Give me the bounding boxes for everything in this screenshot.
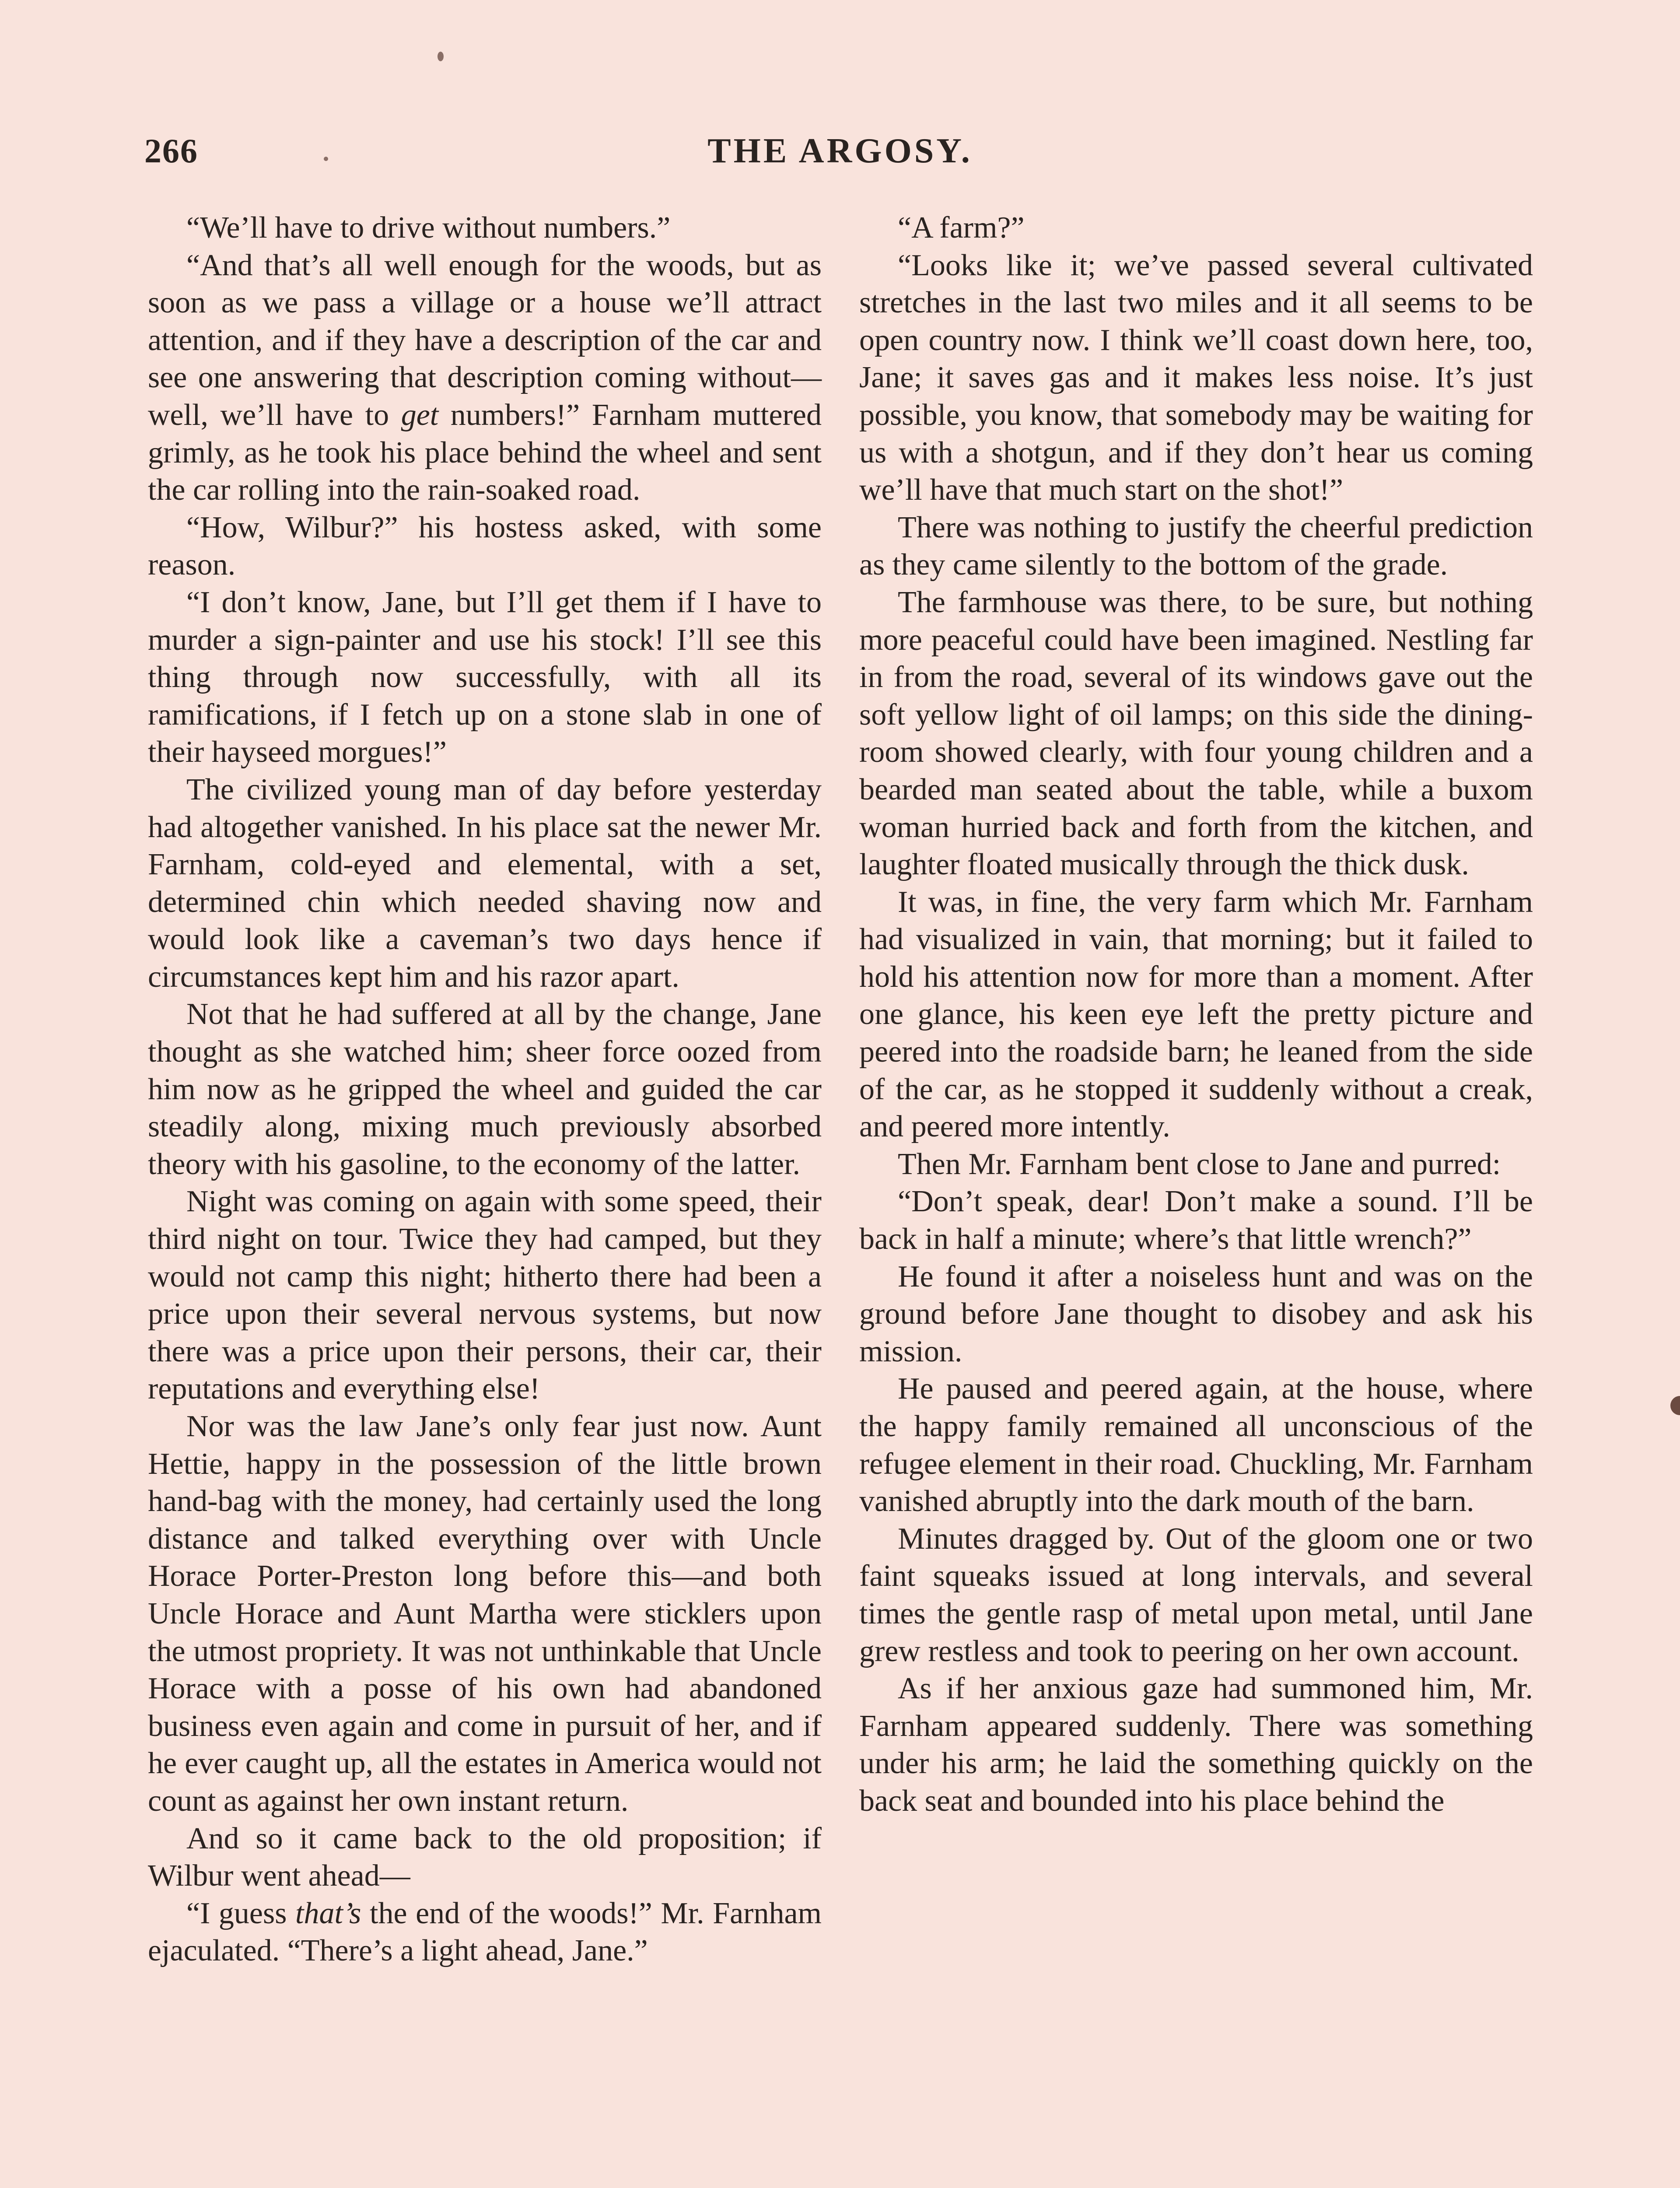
- paragraph: Night was coming on again with some speed, their third night on tour. Twice they had camped, but they would not camp this night; hitherto there had been a price upon their several nervous systems, but now there was a price upon their persons, their car, their reputations and everything else!: [148, 1185, 822, 1406]
- paragraph: And so it came back to the old proposition; if Wilbur went ahead—: [148, 1821, 822, 1893]
- paragraph-text: “I guess: [186, 1896, 296, 1930]
- paragraph: “Don’t speak, dear! Don’t make a sound. I’ll be back in half a minute; where’s that little wrench?”: [859, 1185, 1533, 1256]
- emphasis-text: get: [401, 398, 439, 432]
- emphasis-text: that’s: [295, 1896, 361, 1930]
- page-number: 266: [144, 132, 198, 170]
- page-header: [144, 131, 1536, 179]
- paper-speck: [324, 157, 328, 161]
- paragraph: “Looks like it; we’ve passed several cultivated stretches in the last two miles and it all seems to be open country now. I think we’ll coast down here, too, Jane; it saves gas and it makes less noise. It’s just possible, you know, that somebody may be waiting for us with a shotgun, and if they don’t hear us coming we’ll have that much start on the shot!”: [859, 248, 1533, 507]
- paragraph-text: “And that’s all well enough for the woods, but as soon as we pass a village or a house we’ll attract attention, and if they have a description of the car and see one answering that description coming without—well, we’ll have to: [148, 248, 822, 432]
- paragraph: Nor was the law Jane’s only fear just now. Aunt Hettie, happy in the possession of the little brown hand-bag with the money, had certainly used the long distance and talked everything over with Uncle Horace Porter-Preston long before this—and both Uncle Horace and Aunt Martha were sticklers upon the utmost propriety. It was not unthinkable that Uncle Horace with a posse of his own had abandoned business even again and come in pursuit of her, and if he ever caught up, all the estates in America would not count as against her own instant return.: [148, 1410, 822, 1818]
- page-edge-mark: [1670, 1396, 1680, 1415]
- paragraph: [148, 247, 822, 509]
- paragraph: Not that he had suffered at all by the change, Jane thought as she watched him; sheer force oozed from him now as he gripped the wheel and guided the car steadily along, mixing much previously absorbed theory with his gasoline, to the economy of the latter.: [148, 997, 822, 1181]
- right-column: [859, 209, 1533, 1820]
- paragraph: [148, 1895, 822, 1970]
- paragraph: “I don’t know, Jane, but I’ll get them if I have to murder a sign-painter and use his stock! I’ll see this thing through now successfully, with all its ramifications, if I fetch up on a stone slab in one of their hayseed morgues!”: [148, 585, 822, 769]
- paragraph-text: the end of the woods!” Mr. Farnham ejaculated. “There’s a light ahead, Jane.”: [148, 1896, 822, 1968]
- left-column: [148, 209, 822, 1970]
- paragraph: The farmhouse was there, to be sure, but nothing more peaceful could have been imagined. Nestling far in from the road, several of its windows gave out the soft yellow light of oil lamps; on this side the dining-room showed clearly, with four young children and a bearded man seated about the table, while a buxom woman hurried back and forth from the kitchen, and laughter floated musically through the thick dusk.: [859, 585, 1533, 882]
- paragraph: As if her anxious gaze had summoned him, Mr. Farnham appeared suddenly. There was something under his arm; he laid the something quickly on the back seat and bounded into his place behind the: [859, 1672, 1533, 1818]
- paragraph-text: numbers!” Farnham muttered grimly, as he took his place behind the wheel and sent the car rolling into the rain-soaked road.: [148, 398, 822, 507]
- paragraph: There was nothing to justify the cheerful prediction as they came silently to the bottom of the grade.: [859, 510, 1533, 582]
- paragraph: “How, Wilbur?” his hostess asked, with some reason.: [148, 510, 822, 582]
- paper-speck: [438, 52, 444, 61]
- paragraph: He paused and peered again, at the house, where the happy family remained all unconscious of the refugee element in their road. Chuckling, Mr. Farnham vanished abruptly into the dark mouth of the barn.: [859, 1372, 1533, 1518]
- paragraph: “A farm?”: [898, 211, 1025, 245]
- running-head: THE ARGOSY.: [707, 132, 973, 170]
- paragraph: He found it after a noiseless hunt and was on the ground before Jane thought to disobey and ask his mission.: [859, 1259, 1533, 1368]
- paragraph: It was, in fine, the very farm which Mr. Farnham had visualized in vain, that morning; but it failed to hold his attention now for more than a moment. After one glance, his keen eye left the pretty picture and peered into the roadside barn; he leaned from the side of the car, as he stopped it suddenly without a creak, and peered more intently.: [859, 885, 1533, 1144]
- paragraph: Minutes dragged by. Out of the gloom one or two faint squeaks issued at long intervals, and several times the gentle rasp of metal upon metal, until Jane grew restless and took to peering on her own account.: [859, 1522, 1533, 1668]
- paragraph: The civilized young man of day before yesterday had altogether vanished. In his place sat the newer Mr. Farnham, cold-eyed and elemental, with a set, determined chin which needed shaving now and would look like a caveman’s two days hence if circumstances kept him and his razor apart.: [148, 772, 822, 994]
- paragraph: “We’ll have to drive without numbers.”: [186, 211, 671, 245]
- paragraph: Then Mr. Farnham bent close to Jane and purred:: [898, 1147, 1501, 1181]
